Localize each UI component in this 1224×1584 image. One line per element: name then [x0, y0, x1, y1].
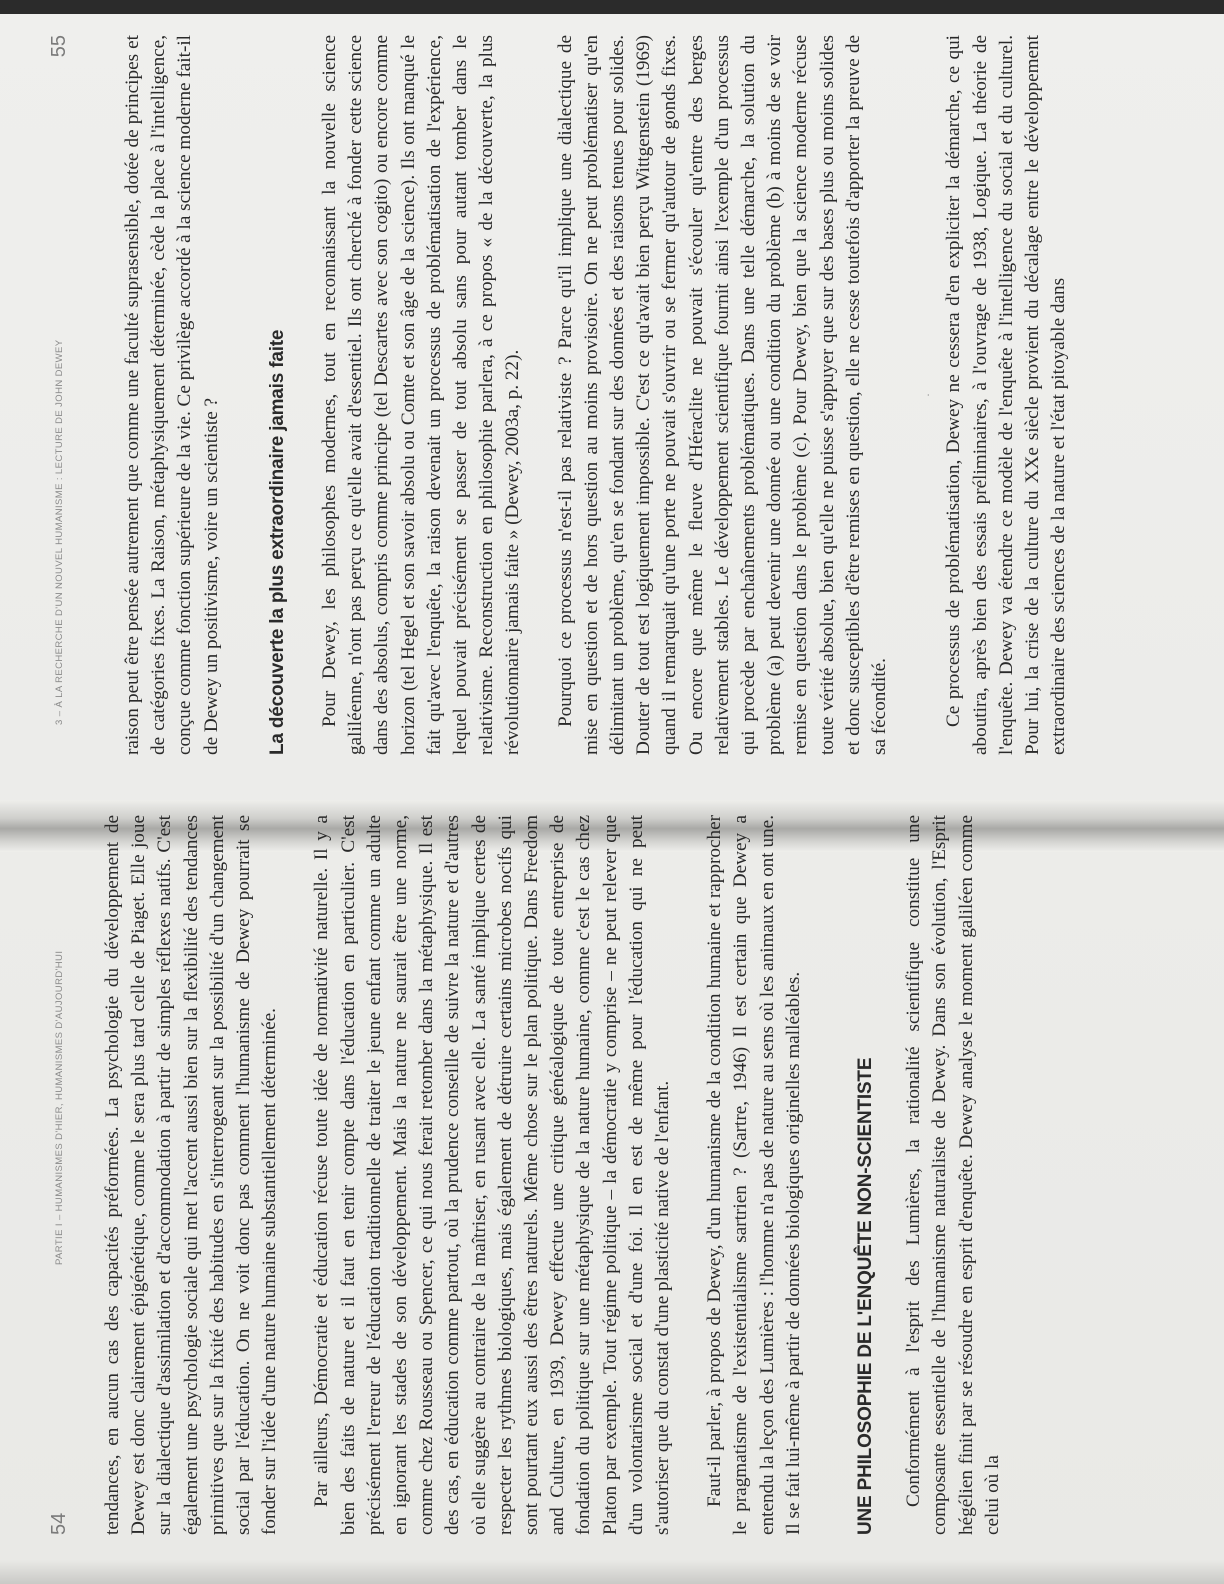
scan-edge	[0, 0, 1224, 14]
ornament-mark: ·	[921, 393, 936, 397]
paragraph: Pour Dewey, les philosophes modernes, tout en reconnaissant la nouvelle science galiléenne, n'ont pas perçu ce qu'elle avait d'essentiel. Ils ont cherché à fonder cette science dans des absolus, compris comme principe (tel Descartes avec son cogito) ou encore comme horizon (tel Hegel et son savoir absolu ou Comte et son âge de la science). Ils ont manqué le fait qu'avec l'enquête, la raison devenait un processus de problématisation de l'expérience, lequel pouvait précisément se passer de tout absolu sans pour autant tomber dans le relativisme. Reconstruction en philosophie parlera, à ce propos « de la découverte, la plus révolutionnaire jamais faite » (Dewey, 2003a, p. 22).	[319, 35, 524, 755]
running-head-title: PARTIE I – HUMANISMES D'HIER, HUMANISMES D'AUJOURD'HUI	[54, 950, 65, 1265]
page-number: 54	[48, 1512, 70, 1535]
running-head	[48, 815, 76, 1535]
paragraph: Conformément à l'esprit des Lumières, la rationalité scientifique constitue une composante essentielle de l'humanisme naturaliste de Dewey. Dans son évolution, l'Esprit hégélien finit par se résoudre en esprit d'enquête. Dewey analyse le moment galiléen comme celui où la	[903, 815, 1003, 1535]
running-head-title: 3 – À LA RECHERCHE D'UN NOUVEL HUMANISME : LECTURE DE JOHN DEWEY	[54, 339, 65, 725]
paragraph: Ce processus de problématisation, Dewey ne cessera d'en expliciter la démarche, ce qui aboutira, après bien des essais préliminaires, à l'ouvrage de 1938, Logique. La théorie de l'enquête. Dewey va étendre ce modèle de l'enquête à l'intelligence du social et du culturel. Pour lui, la crise de la culture du XXe siècle provient du décalage entre le développement extraordinaire des sciences de la nature et l'état pitoyable dans	[943, 35, 1070, 755]
scan-shadow	[0, 1560, 1224, 1584]
paragraph: Pourquoi ce processus n'est-il pas relativiste ? Parce qu'il implique une dialectique de mise en question et de hors question au moins provisoire. On ne peut problématiser qu'en délimitant un problème, qu'en se fondant sur des données et des raisons tenues pour solides. Douter de tout est logiquement impossible. C'est ce qu'avait bien perçu Wittgenstein (1969) quand il remarquait qu'une porte ne pouvait s'ouvrir ou se fermer qu'autour de gonds fixes. Ou encore que même le fleuve d'Héraclite ne pouvait s'écouler qu'entre des berges relativement stables. Le développement scientifique fournit ainsi l'exemple d'un processus qui procède par enchaînements problématiques. Dans une telle démarche, la solution du problème (a) peut devenir une donnée ou une condition du problème (b) à moins de se voir remise en question dans le problème (c). Pour Dewey, bien que la science moderne récuse toute vérité absolue, bien qu'elle ne puisse s'appuyer que sur des bases plus ou moins solides et donc susceptibles d'être remises en question, elle ne cesse toutefois d'apporter la preuve de sa fécondité.	[554, 35, 891, 755]
paragraph: Par ailleurs, Démocratie et éducation récuse toute idée de normativité naturelle. Il y a bien des faits de nature et il faut en tenir compte dans l'éducation en particulier. C'est précisément l'erreur de l'éducation traditionnelle de traiter le jeune enfant comme un adulte en ignorant les stades de son développement. Mais la nature ne saurait être une norme, comme chez Rousseau ou Spencer, ce qui nous ferait retomber dans la métaphysique. Il est des cas, en éducation comme partout, où la prudence conseille de suivre la nature et d'autres où elle suggère au contraire de la maîtriser, en rusant avec elle. La santé implique certes de respecter les rythmes biologiques, mais également de détruire certains microbes nocifs qui sont pourtant eux aussi des êtres naturels. Même chose sur le plan politique. Dans Freedom and Culture, en 1939, Dewey effectue une critique généalogique de toute entreprise de fondation du politique sur une métaphysique de la nature humaine, comme c'est le cas chez Platon par exemple. Tout régime politique – la démocratie y comprise – ne peut relever que d'un volontarisme social et d'une foi. Il en est de même pour l'éducation qui ne peut s'autoriser que du constat d'une plasticité native de l'enfant.	[311, 815, 674, 1535]
page-54	[48, 815, 1098, 1535]
body-text	[120, 35, 1073, 755]
paragraph: tendances, en aucun cas des capacités préformées. La psychologie du développement de Dewey est donc clairement épigénétique, comme le sera plus tard celle de Piaget. Elle joue sur la dialectique d'assimilation et d'accommodation à partir de simples réflexes natifs. C'est également une psychologie sociale qui met l'accent aussi bien sur la flexibilité des tendances primitives que sur la fixité des habitudes en s'interrogeant sur la possibilité d'un changement social par l'éducation. On ne voit donc pas comment l'humanisme de Dewey pourrait se fonder sur l'idée d'une nature humaine substantiellement déterminée.	[102, 815, 281, 1535]
paragraph: raison peut être pensée autrement que comme une faculté suprasensible, dotée de principes et de catégories fixes. La Raison, métaphysiquement déterminée, cède la place à l'intelligence, conçue comme fonction supérieure de la vie. Ce privilège accordé à la science moderne fait-il de Dewey un positivisme, voire un scientiste ?	[122, 35, 222, 755]
running-head	[48, 35, 76, 755]
page-number: 55	[48, 35, 70, 58]
paragraph: Faut-il parler, à propos de Dewey, d'un humanisme de la condition humaine et rapprocher le pragmatisme de l'existentialisme sartrien ? (Sartre, 1946) Il est certain que Dewey a entendu la leçon des Lumières : l'homme n'a pas de nature au sens où les animaux en ont une. Il se fait lui-même à partir de données biologiques originelles malléables.	[704, 815, 804, 1535]
page-55	[48, 35, 1098, 755]
subsection-heading: La découverte la plus extraordinaire jamais faite	[266, 329, 288, 755]
section-heading: UNE PHILOSOPHIE DE L'ENQUÊTE NON-SCIENTISTE	[855, 1057, 877, 1535]
body-text	[100, 815, 1006, 1535]
